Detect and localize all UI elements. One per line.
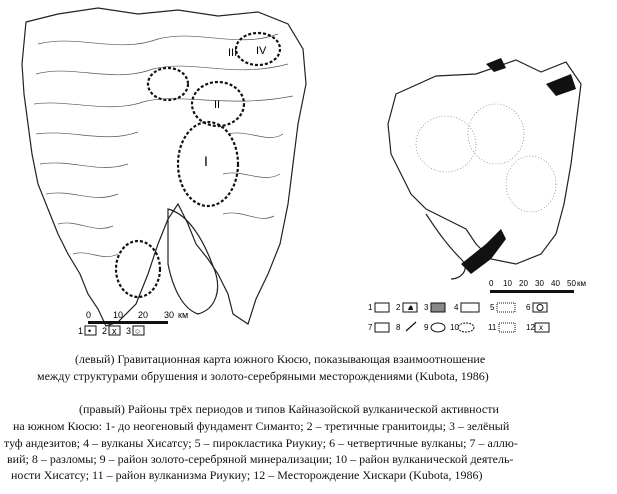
- right-volcanic-map: [366, 54, 590, 340]
- caldera-label-I: I: [204, 153, 208, 169]
- left-caption-line-2: между структурами обрушения и золото-серебряными месторождениями (Kubota, 1986): [37, 369, 489, 383]
- right-scale-tick-10: 10: [503, 279, 512, 288]
- right-caption-line-3: туф андезитов; 4 – вулканы Хисатсу; 5 – пирокластика Риукиу; 6 – четвертичные вулканы; 7 – аллю-: [4, 436, 518, 450]
- left-gravity-map: [18, 4, 318, 337]
- left-scale-tick-30: 30: [164, 310, 175, 320]
- right-legend-num-4: 4: [454, 303, 459, 312]
- caldera-label-II: II: [214, 99, 221, 111]
- right-caption-line-5: ности Хисатсу; 11 – район вулканизма Риукиу; 12 – Месторождение Хискари (Kubota, 1986): [11, 468, 483, 482]
- left-legend: [78, 326, 144, 336]
- right-legend-num-12: 12: [526, 323, 535, 332]
- left-legend-symbol-2: x: [112, 326, 117, 336]
- left-legend-symbol-1: •: [88, 326, 92, 336]
- right-map-dotted-areas: [416, 104, 556, 212]
- left-caption-line-1: (левый) Гравитационная карта южного Кюсю, показывающая взаимоотношение: [75, 352, 486, 366]
- right-legend-num-10: 10: [450, 323, 459, 332]
- right-legend-num-11: 11: [488, 323, 497, 332]
- left-legend-symbol-3: ○: [135, 326, 141, 336]
- right-caption-line-4: вий; 8 – разломы; 9 – район золото-серебряной минерализации; 10 – район вулканической деятель-: [7, 452, 514, 466]
- right-caption-line-2: на южном Кюсю: 1- до неогеновый фундамент Симанто; 2 – третичные гранитоиды; 3 – зелёный: [13, 419, 510, 433]
- left-scale-tick-0: 0: [86, 310, 92, 320]
- right-scale-unit: км: [577, 279, 586, 288]
- left-legend-num-3: 3: [126, 326, 132, 336]
- left-scale-tick-10: 10: [113, 310, 124, 320]
- right-legend-num-3: 3: [424, 303, 429, 312]
- right-caption-line-1: (правый) Районы трёх периодов и типов Кайназойской вулканической активности: [79, 402, 499, 416]
- right-scale-tick-50: 50: [567, 279, 576, 288]
- right-legend-num-2: 2: [396, 303, 401, 312]
- caldera-label-III: III: [228, 47, 238, 59]
- right-legend-symbol-12: x: [539, 323, 543, 332]
- left-legend-num-2: 2: [102, 326, 108, 336]
- right-scale-tick-40: 40: [551, 279, 560, 288]
- right-scale-bar: [489, 279, 586, 293]
- right-legend: [368, 303, 547, 312]
- right-scale-tick-0: 0: [489, 279, 494, 288]
- caldera-label-IV: IV: [256, 45, 267, 57]
- left-legend-num-1: 1: [78, 326, 84, 336]
- right-map-black-areas: [461, 58, 576, 274]
- right-legend-num-9: 9: [424, 323, 429, 332]
- right-legend-num-5: 5: [490, 303, 495, 312]
- right-legend-num-1: 1: [368, 303, 373, 312]
- left-scale-unit: км: [178, 310, 189, 320]
- right-legend-row2: [368, 322, 549, 332]
- right-legend-num-6: 6: [526, 303, 531, 312]
- left-scale-tick-20: 20: [138, 310, 149, 320]
- right-scale-tick-20: 20: [519, 279, 528, 288]
- right-scale-tick-30: 30: [535, 279, 544, 288]
- right-legend-num-7: 7: [368, 323, 373, 332]
- right-legend-num-8: 8: [396, 323, 401, 332]
